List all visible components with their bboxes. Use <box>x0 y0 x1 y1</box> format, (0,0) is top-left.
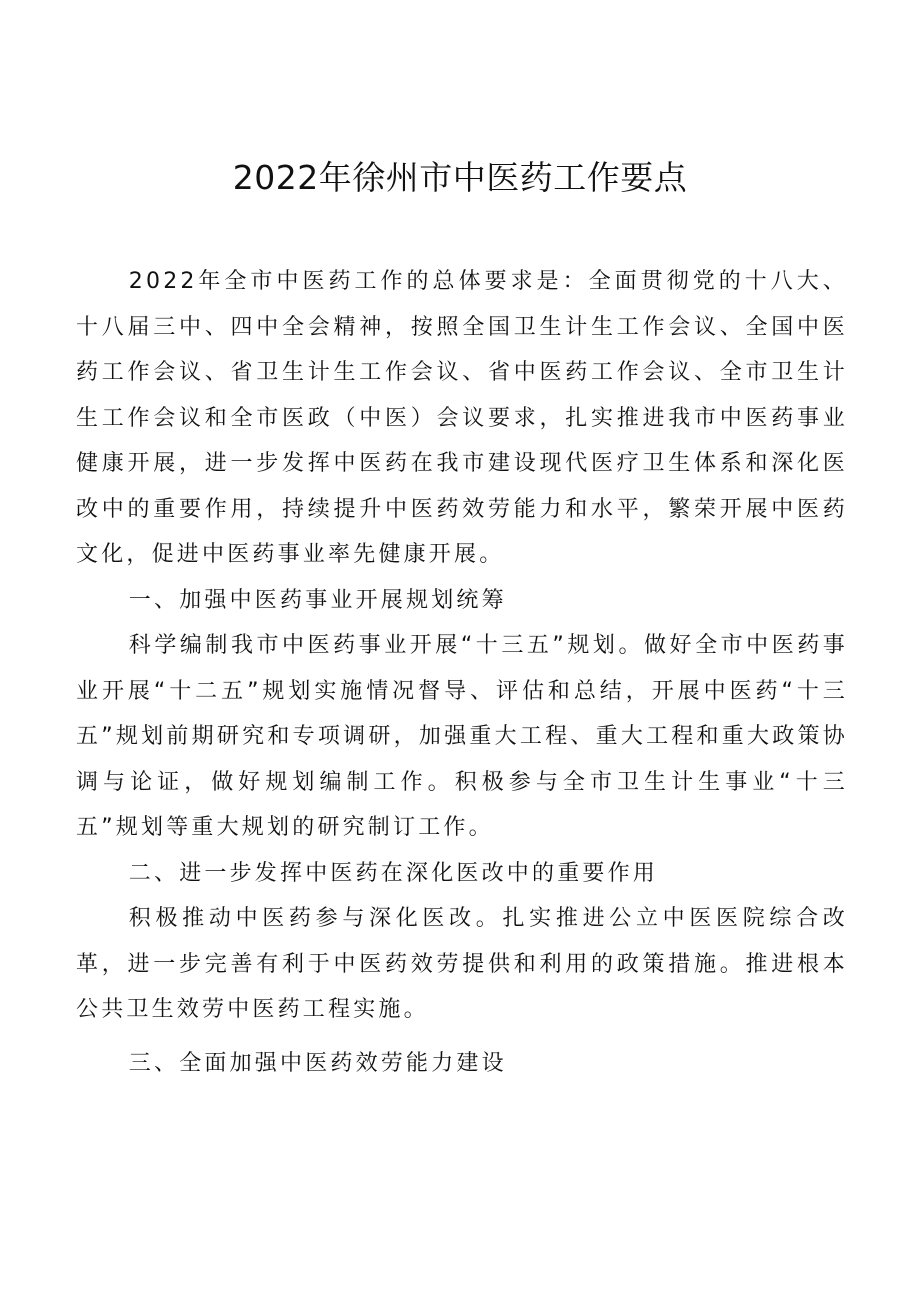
section-2-heading: 二、进一步发挥中医药在深化医改中的重要作用 <box>128 860 658 886</box>
paragraph-spacer <box>76 1033 848 1041</box>
document-body <box>76 259 848 1086</box>
intro-paragraph: 2022年全市中医药工作的总体要求是：全面贯彻党的十八大、十八届三中、四中全会精神，按照全国卫生计生工作会议、全国中医药工作会议、省卫生计生工作会议、省中医药工作会议、全市卫生计生工作会议和全市医政（中医）会议要求，扎实推进我市中医药事业健康开展，进一步发挥中医药在我市建设现代医疗卫生体系和深化医改中的重要作用，持续提升中医药效劳能力和水平，繁荣开展中医药文化，促进中医药事业率先健康开展。 <box>76 269 848 567</box>
section-2-body: 积极推动中医药参与深化医改。扎实推进公立中医医院综合改革，进一步完善有利于中医药效劳提供和利用的政策措施。推进根本公共卫生效劳中医药工程实施。 <box>76 906 848 1022</box>
document-title: 2022年徐州市中医药工作要点 <box>232 158 688 197</box>
section-1-body: 科学编制我市中医药事业开展“十三五”规划。做好全市中医药事业开展“十二五”规划实施情况督导、评估和总结，开展中医药“十三五”规划前期研究和专项调研，加强重大工程、重大工程和重大政策协调与论证，做好规划编制工作。积极参与全市卫生计生事业“十三五”规划等重大规划的研究制订工作。 <box>76 633 848 840</box>
section-3-heading: 三、全面加强中医药效劳能力建设 <box>128 1050 507 1076</box>
section-1-heading: 一、加强中医药事业开展规划统筹 <box>128 587 507 613</box>
